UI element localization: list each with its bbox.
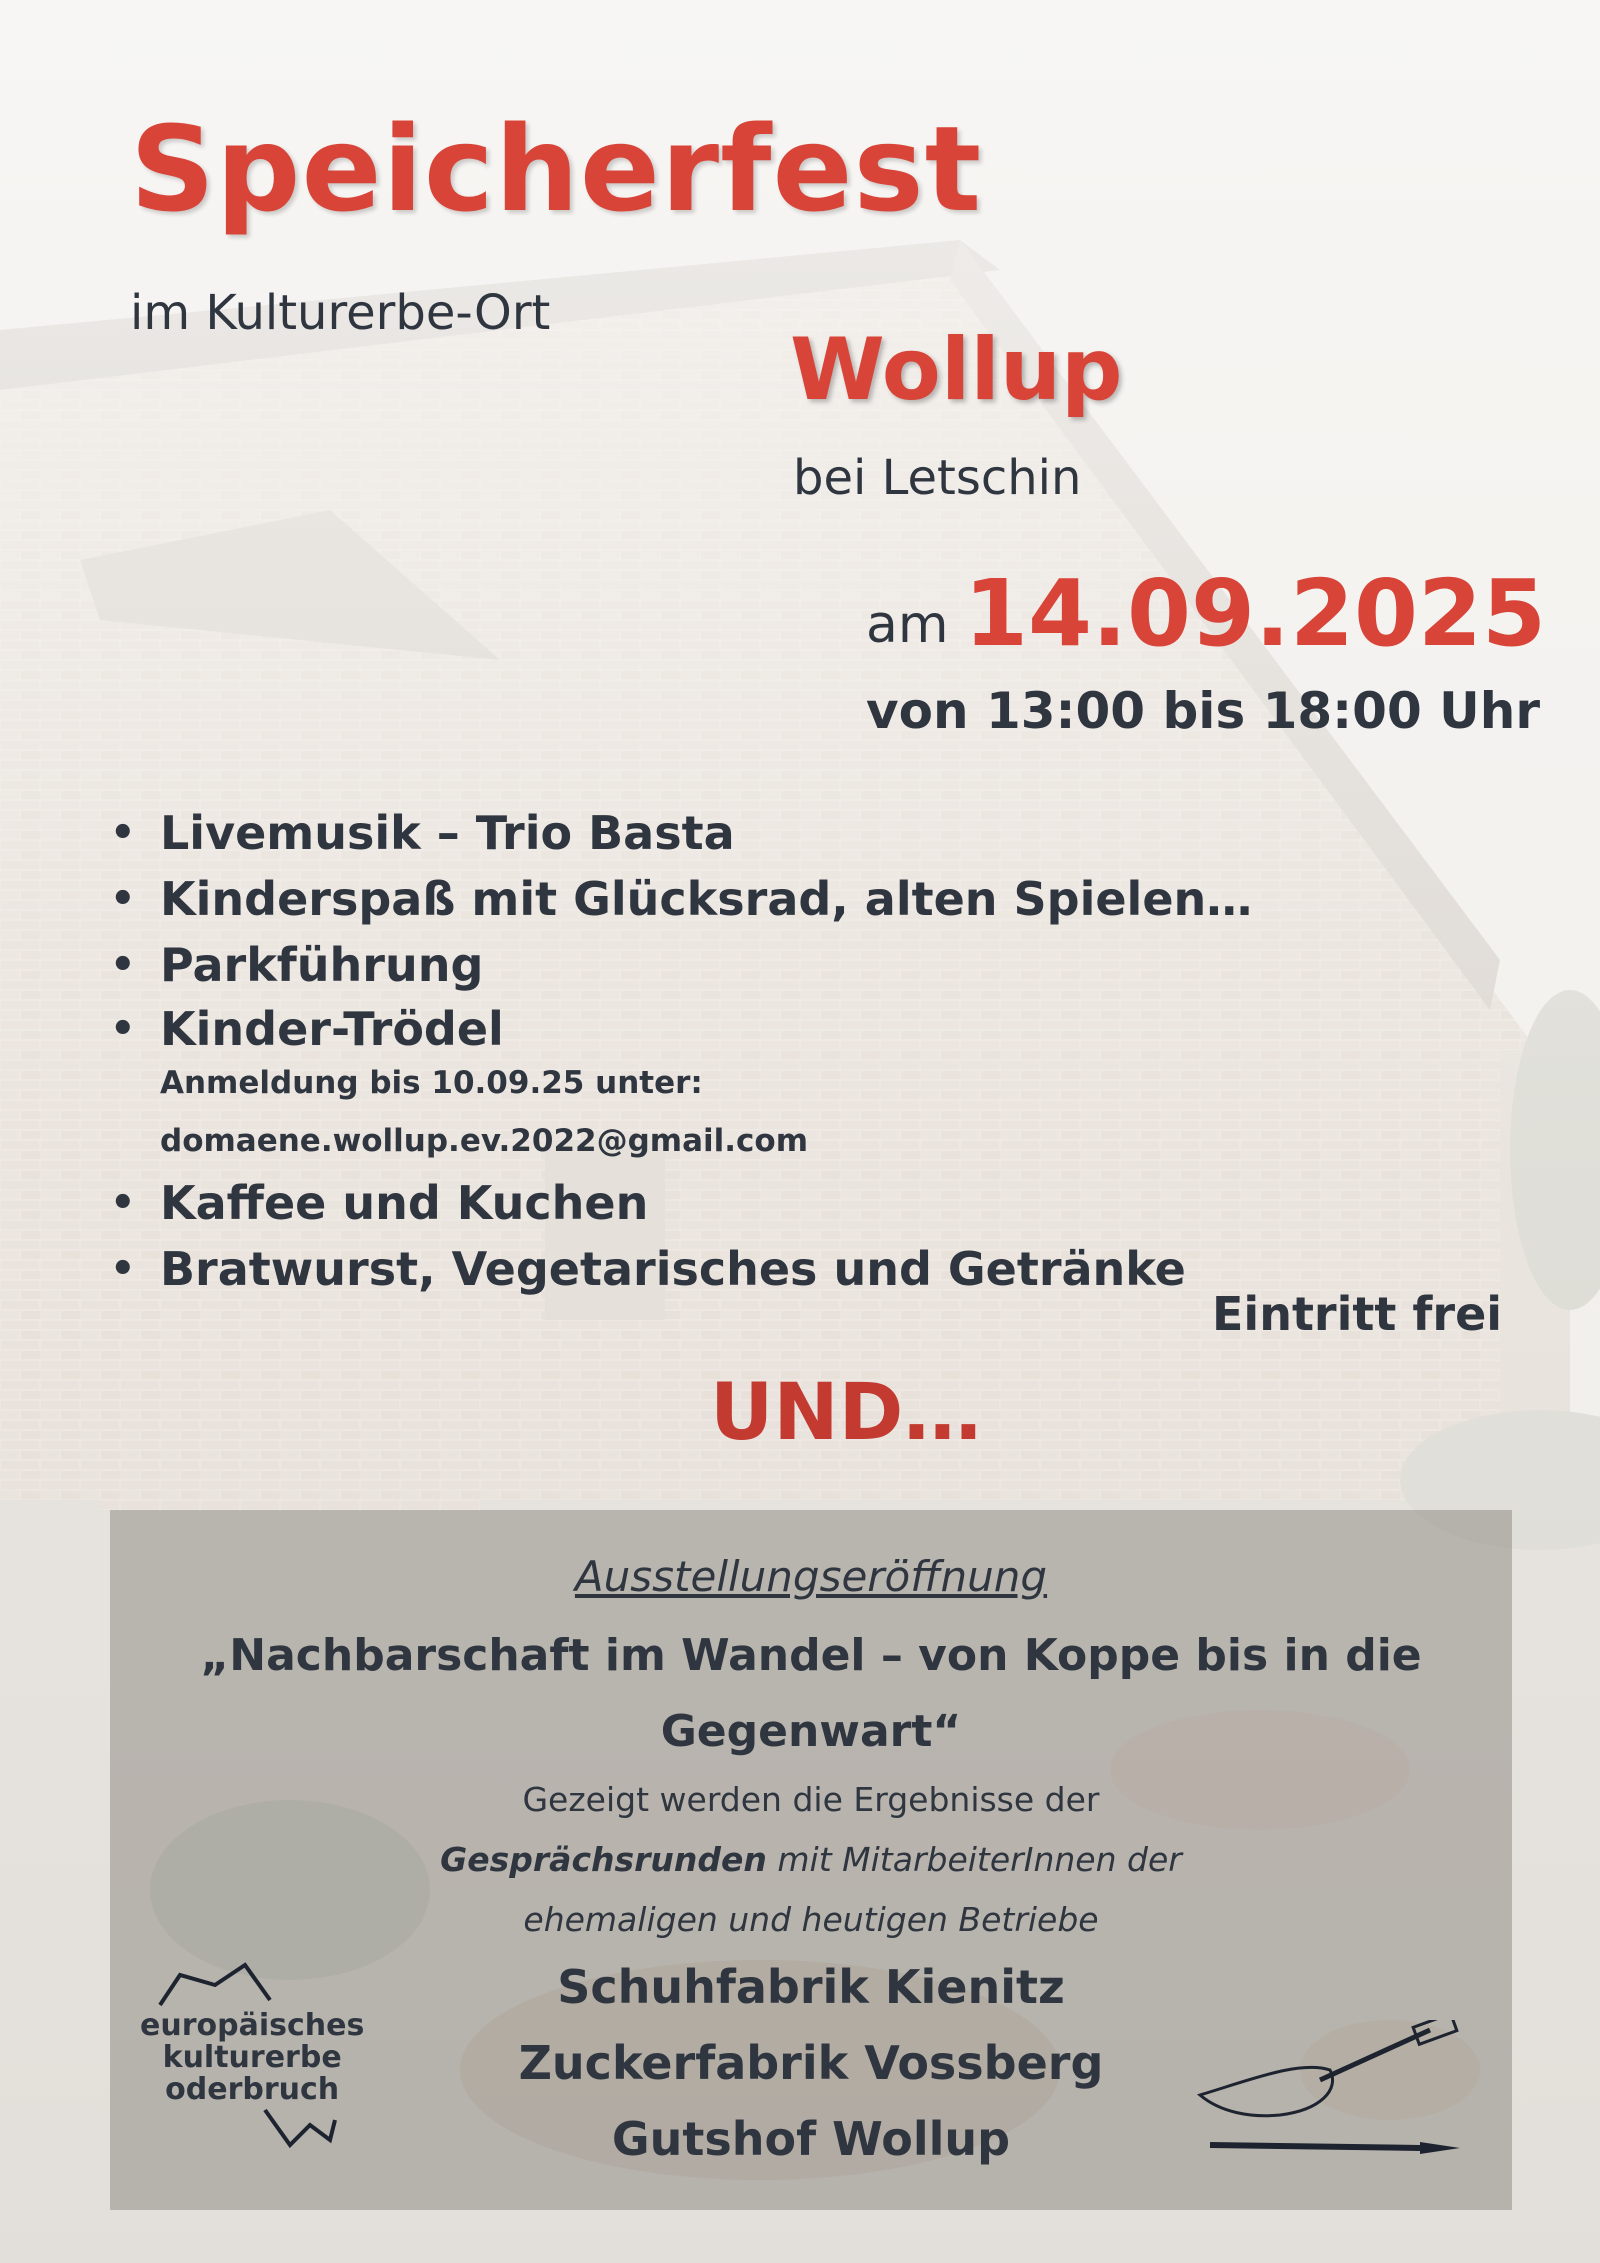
bullet-icon: • (110, 876, 136, 922)
list-item (110, 866, 1252, 932)
registration-email: domaene.wollup.ev.2022@gmail.com (160, 1123, 809, 1159)
exhibition-title-line1: „Nachbarschaft im Wandel – von Koppe bis in die (200, 1630, 1422, 1681)
program-item-label: Parkführung (160, 938, 484, 992)
logo-wordmark (140, 2010, 364, 2106)
program-list (110, 800, 1252, 1302)
event-date: 14.09.2025 (964, 560, 1547, 667)
exhibition-desc-line1: Gezeigt werden die Ergebnisse der (522, 1780, 1100, 1819)
program-item-label: Livemusik – Trio Basta (160, 806, 735, 860)
place-name: Wollup (790, 320, 1123, 420)
bullet-icon: • (110, 1006, 136, 1052)
poster-title: Speicherfest (130, 100, 983, 238)
company-name: Schuhfabrik Kienitz (557, 1960, 1065, 2014)
event-time: von 13:00 bis 18:00 Uhr (866, 682, 1541, 740)
logo-line3: oderbruch (165, 2072, 340, 2107)
company-name: Gutshof Wollup (611, 2112, 1011, 2166)
exhibition-title-line2: Gegenwart“ (660, 1706, 962, 1757)
bullet-icon: • (110, 942, 136, 988)
registration-deadline: Anmeldung bis 10.09.25 unter: (160, 1065, 703, 1101)
registration-note (160, 1054, 1252, 1170)
date-prefix: am (866, 595, 949, 655)
company-name: Zuckerfabrik Vossberg (518, 2036, 1104, 2090)
logo-line2: kulturerbe (162, 2040, 342, 2075)
list-item (110, 800, 1252, 866)
program-item-label: Kinder-Trödel (160, 1002, 504, 1056)
poster-subtitle: im Kulturerbe-Ort (130, 285, 551, 341)
program-item-label: Bratwurst, Vegetarisches und Getränke (160, 1242, 1186, 1296)
shoemaker-tools-icon (1190, 2020, 1470, 2170)
program-item-label: Kaffee und Kuchen (160, 1176, 649, 1230)
bullet-icon: • (110, 1246, 136, 1292)
exhibition-desc-rest: mit MitarbeiterInnen der (766, 1840, 1182, 1879)
logo-line1: europäisches (140, 2008, 365, 2043)
entry-free: Eintritt frei (1212, 1287, 1503, 1341)
exhibition-desc-line2 (110, 1840, 1512, 1879)
list-item (110, 1236, 1252, 1302)
exhibition-desc-line3: ehemaligen und heutigen Betriebe (523, 1900, 1099, 1939)
list-item (110, 998, 1252, 1170)
bullet-icon: • (110, 810, 136, 856)
place-detail: bei Letschin (793, 450, 1082, 506)
program-item-label: Kinderspaß mit Glücksrad, alten Spielen… (160, 872, 1253, 926)
list-item (110, 932, 1252, 998)
bullet-icon: • (110, 1180, 136, 1226)
und-heading: UND… (710, 1368, 982, 1458)
list-item (110, 1170, 1252, 1236)
exhibition-label: Ausstellungseröffnung (574, 1552, 1048, 1601)
exhibition-desc-bold: Gesprächsrunden (440, 1840, 767, 1879)
